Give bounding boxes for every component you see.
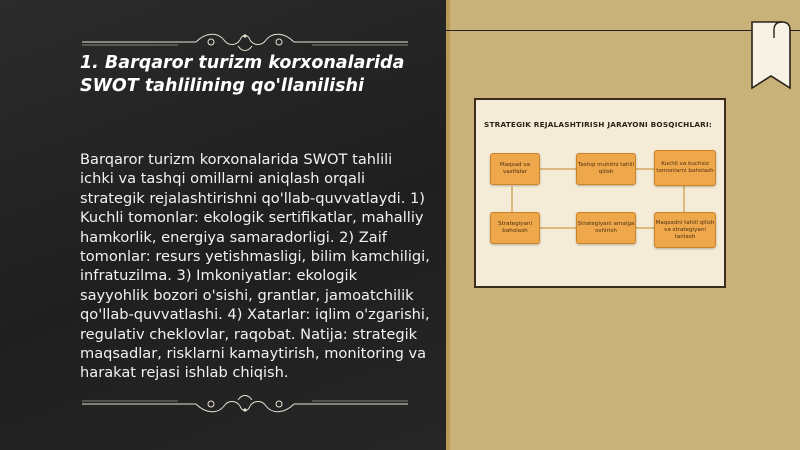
process-diagram-image: [474, 98, 726, 288]
step-3: Kuchli va kuchsiz tomonlarni baholash: [654, 150, 716, 186]
diagram-connectors: [476, 100, 724, 286]
slide-body-text: Barqaror turizm korxonalarida SWOT tahlili ichki va tashqi omillarni aniqlash orqali strategik rejalashtirishni qo'llab-quvvatlaydi. 1) Kuchli tomonlar: ekologik sertifikatlar, mahalliy hamkorlik, energiya samaradorligi. 2) Zaif tomonlar: resurs yetishmasligi, bilim kamchiligi, infratuzilma. 3) Imkoniyatlar: ekologik sayyohlik bozori o'sishi, grantlar, jamoatchilik qo'llab-quvvatlashi. 4) Xatarlar: iqlim o'zgarishi, regulativ cheklovlar, raqobat. Natija: strategik maqsadlar, risklarni kamaytirish, monitoring va harakat rejasi ishlab chiqish.: [80, 151, 430, 382]
step-5: Strategiyani amalga oshirish: [576, 212, 636, 244]
top-rule: [446, 30, 800, 31]
diagram-title: STRATEGIK REJALASHTIRISH JARAYONI BOSQICHLARI:: [484, 120, 713, 129]
slide-title: 1. Barqaror turizm korxonalarida SWOT tahlilining qo'llanilishi: [80, 53, 405, 96]
bookmark-ribbon-icon: [748, 18, 792, 94]
flourish-divider-icon: [78, 30, 412, 54]
step-2: Tashqi muhitni tahlil qilish: [576, 153, 636, 185]
step-1: Maqsad va vazifalar: [490, 153, 540, 185]
step-6: Maqsadni tahlil qilish va strategiyani tanlash: [654, 212, 716, 248]
flourish-divider-icon: [78, 392, 412, 416]
step-4: Strategiyani baholash: [490, 212, 540, 244]
process-diagram: [476, 100, 724, 286]
